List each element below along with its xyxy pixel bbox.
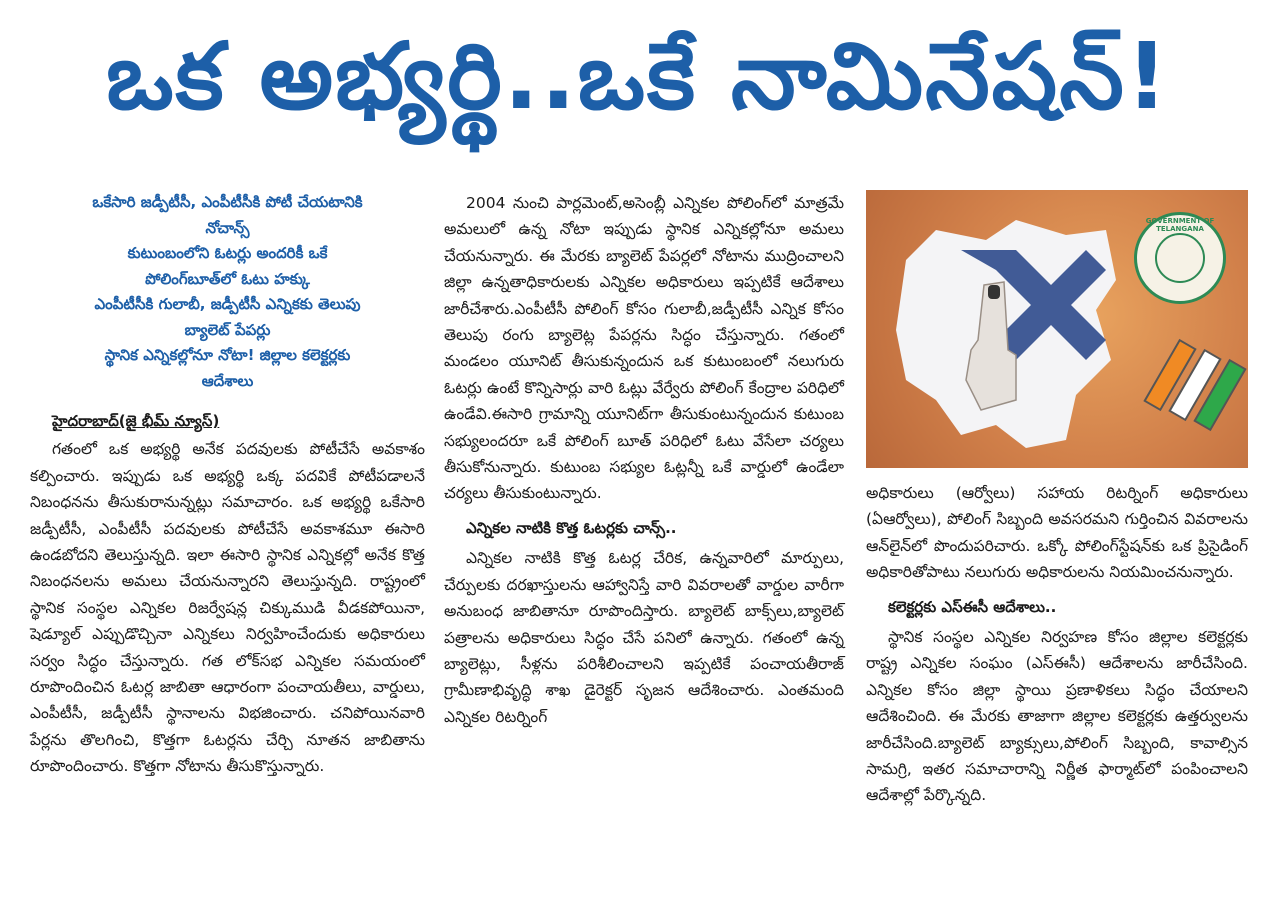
- subheading: ఎన్నికల నాటికి కొత్త ఓటర్లకు చాన్స్..: [466, 518, 677, 537]
- body-paragraph: 2004 నుంచి పార్లమెంట్,అసెంబ్లీ ఎన్నికల పోలింగ్‌లో మాత్రమే అమలులో ఉన్న నోటా ఇప్పుడు స్థానిక ఎన్నికల్లోనూ అమలు చేయనున్నారు. ఈ మేరకు బ్యాలెట్ పేపర్లలో నోటాను ముద్రించాలని జిల్లా ఉన్నతాధికారులకు ఎన్నికల అధికారులు ఇప్పటికే ఆదేశాలు జారీచేశారు.ఎంపీటీసీ పోలింగ్ కోసం గులాబీ,జడ్పీటీసీ ఎన్నిక కోసం తెలుపు రంగు బ్యాలెట్ల పేపర్లను సిద్ధం చేస్తున్నారు. గతంలో మండలం యూనిట్ తీసుకున్నందున ఒక కుటుంబంలో నలుగురు ఓటర్లు ఉంటే కొన్నిసార్లు వారి ఓట్లు వేర్వేరు పోలింగ్ కేంద్రాల పరిధిలో ఉండేవి.ఈసారి గ్రామాన్ని యూనిట్‌గా తీసుకుంటున్నందున కుటుంబ సభ్యులందరూ ఒకే పోలింగ్ బూత్ పరిధిలో ఓటు వేసేలా చర్యలు తీసుకోనున్నారు. కుటుంబ సభ్యుల ఓట్లన్నీ ఒకే వార్డులో ఉండేలా చర్యలు తీసుకుంటున్నారు.: [444, 194, 844, 503]
- emblem-icon: [1155, 233, 1205, 283]
- body-paragraph: గతంలో ఒక అభ్యర్థి అనేక పదవులకు పోటీచేసే అవకాశం కల్పించారు. ఇప్పుడు ఒక అభ్యర్థి ఒక్క పదవికే పోటీపడాలనే నిబంధనను తీసుకురానున్నట్లు సమాచారం. ఒక అభ్యర్థి ఒకేసారి జడ్పీటీసీ, ఎంపీటీసీ పదవులకు పోటీచేసే అవకాశమూ ఈసారి ఉండబోదని తెలుస్తున్నది. ఇలా ఈసారి స్థానిక ఎన్నికల్లో అనేక కొత్త నిబంధనలను అమలు చేయనున్నారని తెలుస్తున్నది. రాష్ట్రంలో స్థానిక సంస్థల ఎన్నికల రిజర్వేషన్ల చిక్కుముడి వీడకపోయినా, షెడ్యూల్ ఎప్పుడొచ్చినా ఎన్నికలు నిర్వహించేందుకు అధికారులు సర్వం సిద్ధం చేస్తున్నారు. గత లోక్‌సభ ఎన్నికల సమయంలో రూపొందించిన ఓటర్ల జాబితా ఆధారంగా పంచాయతీలు, వార్డులు, ఎంపీటీసీ, జడ్పీటీసీ స్థానాలను విభజించారు. చనిపోయినవారి పేర్లను తొలగించి, కొత్తగా ఓటర్లను చేర్చి నూతన జాబితాను రూపొందించారు. కొత్తగా నోటాను తీసుకొస్తున్నారు.: [30, 440, 425, 776]
- body-paragraph: ఎన్నికల నాటికి కొత్త ఓటర్ల చేరిక, ఉన్నవారిలో మార్పులు, చేర్పులకు దరఖాస్తులను ఆహ్వానిస్తే వారి వివరాలతో వార్డుల వారీగా అనుబంధ జాబితానూ రూపొందిస్తారు. బ్యాలెట్ బాక్స్‌లు,బ్యాలెట్ పత్రాలను అధికారులు సిద్ధం చేసే పనిలో ఉన్నారు. గతంలో ఉన్న బ్యాలెట్లు, సీళ్లను పరిశీలించాలని ఇప్పటికే పంచాయతీరాజ్ గ్రామీణాభివృద్ధి శాఖ డైరెక్టర్ సృజన ఆదేశించారు. ఎంతమంది ఎన్నికల రిటర్నింగ్: [444, 549, 844, 726]
- deck-line: ఎంపీటీసీకి గులాబీ, జడ్పీటీసీ ఎన్నికకు తెలుపు: [94, 295, 361, 313]
- subheading: కలెక్టర్లకు ఎస్ఈసీ ఆదేశాలు..: [888, 597, 1057, 616]
- dateline: హైదరాబాద్(జై భీమ్ న్యూస్): [52, 412, 220, 430]
- deck: [30, 190, 425, 394]
- deck-line: కుటుంబంలోని ఓటర్లు అందరికీ ఒకే: [127, 244, 328, 262]
- article-photo: [866, 190, 1248, 468]
- ink-mark: [988, 285, 1000, 299]
- deck-line: స్థానిక ఎన్నికల్లోనూ నోటా! జిల్లాల కలెక్టర్లకు: [104, 346, 351, 364]
- column-3-text: [866, 480, 1248, 809]
- column-2: [444, 190, 844, 730]
- ballot-box-stripes: [1145, 340, 1246, 430]
- deck-line: నోచాన్స్: [205, 218, 250, 237]
- headline: ఒక అభ్యర్థి..ఒకే నామినేషన్!: [106, 22, 1170, 130]
- deck-line: ఆదేశాలు: [201, 371, 254, 390]
- body-paragraph: అధికారులు (ఆర్వోలు) సహాయ రిటర్నింగ్ అధికారులు (ఏఆర్వోలు), పోలింగ్ సిబ్బంది అవసరమని గుర్తించిన వివరాలను ఆన్‌లైన్‌లో పొందుపరిచారు. ఒక్కో పోలింగ్‌స్టేషన్‌కు ఒక ప్రిసైడింగ్ అధికారితోపాటు నలుగురు అధికారులను నియమించనున్నారు.: [866, 484, 1248, 582]
- column-1: [30, 190, 425, 780]
- government-emblem: [1134, 212, 1226, 304]
- body-paragraph: స్థానిక సంస్థల ఎన్నికల నిర్వహణ కోసం జిల్లాల కలెక్టర్లకు రాష్ట్ర ఎన్నికల సంఘం (ఎస్ఈసీ) ఆదేశాలను జారీచేసింది. ఎన్నికల కోసం జిల్లా స్థాయి ప్రణాళికలు సిద్ధం చేయాలని ఆదేశించింది. ఈ మేరకు తాజాగా జిల్లాల కలెక్టర్లకు ఉత్తర్వులను జారీచేసింది.బ్యాలెట్ బ్యాక్సులు,పోలింగ్ సిబ్బంది, కావాల్సిన సామగ్రి, ఇతర సమాచారాన్ని నిర్ణీత ఫార్మాట్‌లో పంపించాలని ఆదేశాల్లో పేర్కొన్నది.: [866, 628, 1248, 805]
- deck-line: ఒకేసారి జడ్పీటీసీ, ఎంపీటీసీకి పోటీ చేయటానికి: [92, 193, 363, 211]
- deck-line: బ్యాలెట్ పేపర్లు: [184, 320, 271, 339]
- deck-line: పోలింగ్‌బూత్‌లో ఓటు హక్కు: [145, 269, 310, 288]
- emblem-text: GOVERNMENT OF TELANGANA: [1145, 217, 1215, 233]
